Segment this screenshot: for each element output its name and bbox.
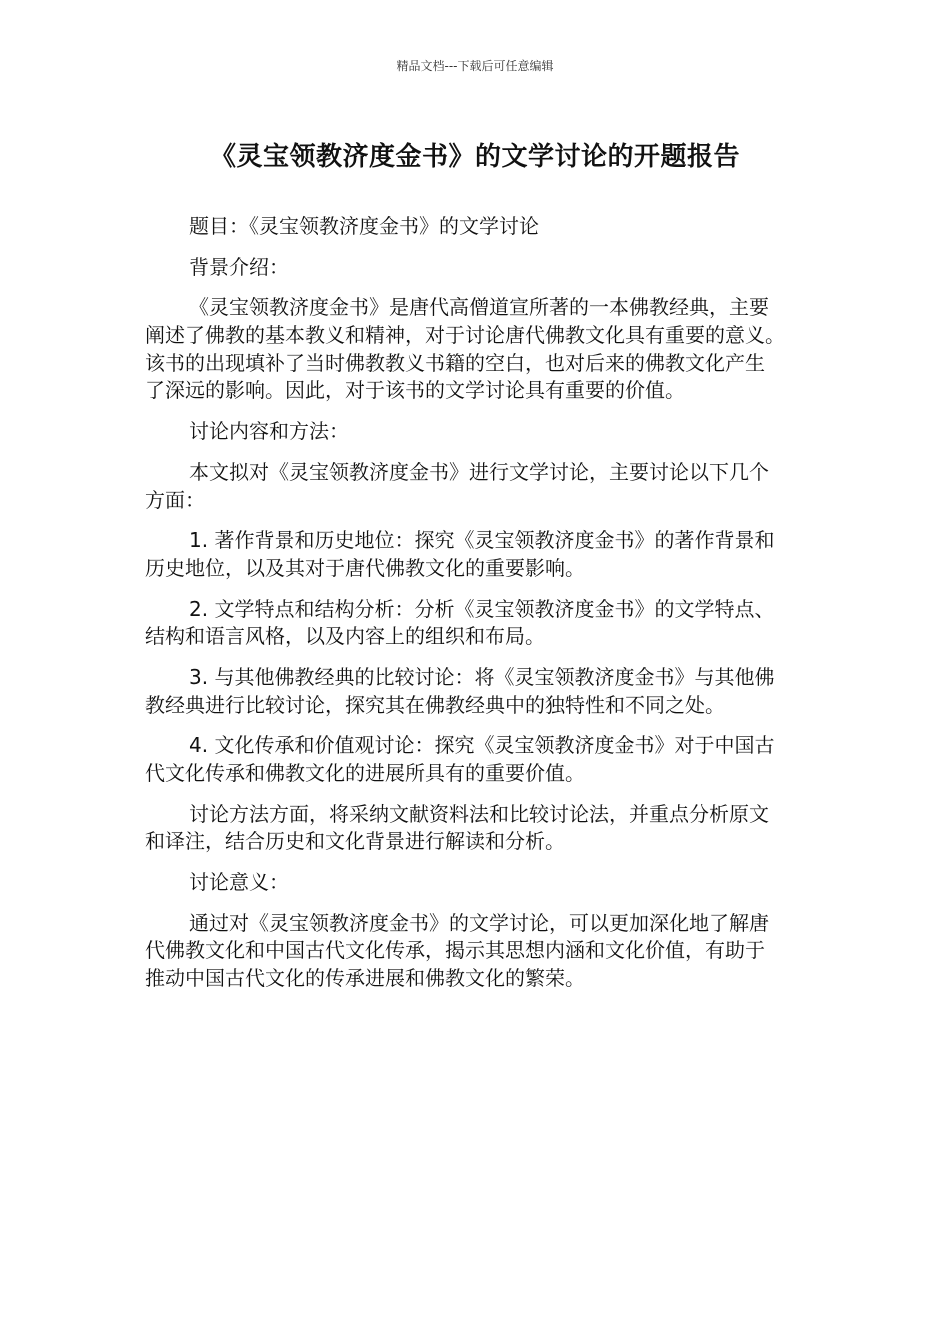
paragraph: [145, 527, 805, 582]
text-line: 阐述了佛教的基本教义和精神，对于讨论唐代佛教文化具有重要的意义。: [145, 323, 785, 348]
text-line: 通过对《灵宝领教济度金书》的文学讨论，可以更加深化地了解唐: [189, 910, 769, 935]
text-line: 推动中国古代文化的传承进展和佛教文化的繁荣。: [145, 966, 585, 991]
paragraph: [145, 664, 805, 719]
text-line: 《灵宝领教济度金书》是唐代高僧道宣所著的一本佛教经典，主要: [189, 295, 769, 320]
paragraph: [145, 732, 805, 787]
paragraph: [145, 869, 805, 897]
paragraph: [145, 213, 805, 241]
text-line: 题目：《灵宝领教济度金书》的文学讨论: [189, 214, 539, 238]
text-line: 方面：: [145, 487, 205, 512]
page-header: 精品文档---下载后可任意编辑: [396, 59, 554, 73]
text-line: 该书的出现填补了当时佛教教义书籍的空白，也对后来的佛教文化产生: [145, 350, 765, 375]
text-line: 本文拟对《灵宝领教济度金书》进行文学讨论，主要讨论以下几个: [189, 459, 769, 484]
text-line: 2. 文学特点和结构分析：分析《灵宝领教济度金书》的文学特点、: [189, 596, 775, 621]
text-line: 历史地位，以及其对于唐代佛教文化的重要影响。: [145, 555, 585, 580]
text-line: 代文化传承和佛教文化的进展所具有的重要价值。: [145, 761, 585, 785]
text-line: 讨论内容和方法：: [189, 419, 349, 444]
text-line: 结构和语言风格，以及内容上的组织和布局。: [145, 624, 545, 649]
paragraph: [145, 910, 805, 993]
document-title: 《灵宝领教济度金书》的文学讨论的开题报告: [209, 142, 740, 172]
text-line: 4. 文化传承和价值观讨论：探究《灵宝领教济度金书》对于中国古: [189, 733, 775, 758]
text-line: 1. 著作背景和历史地位：探究《灵宝领教济度金书》的著作背景和: [189, 528, 775, 553]
text-line: 3. 与其他佛教经典的比较讨论：将《灵宝领教济度金书》与其他佛: [189, 664, 775, 689]
paragraph: [145, 418, 805, 446]
text-line: 和译注，结合历史和文化背景进行解读和分析。: [145, 829, 565, 854]
document-body: [145, 213, 805, 1006]
paragraph: [145, 596, 805, 651]
paragraph: [145, 254, 805, 282]
paragraph: [145, 801, 805, 856]
text-line: 讨论意义：: [189, 870, 289, 895]
text-line: 教经典进行比较讨论，探究其在佛教经典中的独特性和不同之处。: [145, 692, 725, 717]
paragraph: [145, 459, 805, 514]
text-line: 了深远的影响。因此，对于该书的文学讨论具有重要的价值。: [145, 378, 685, 403]
text-line: 背景介绍：: [189, 254, 289, 279]
text-line: 代佛教文化和中国古代文化传承，揭示其思想内涵和文化价值，有助于: [145, 938, 765, 963]
paragraph: [145, 294, 805, 405]
text-line: 讨论方法方面，将采纳文献资料法和比较讨论法，并重点分析原文: [189, 801, 769, 826]
